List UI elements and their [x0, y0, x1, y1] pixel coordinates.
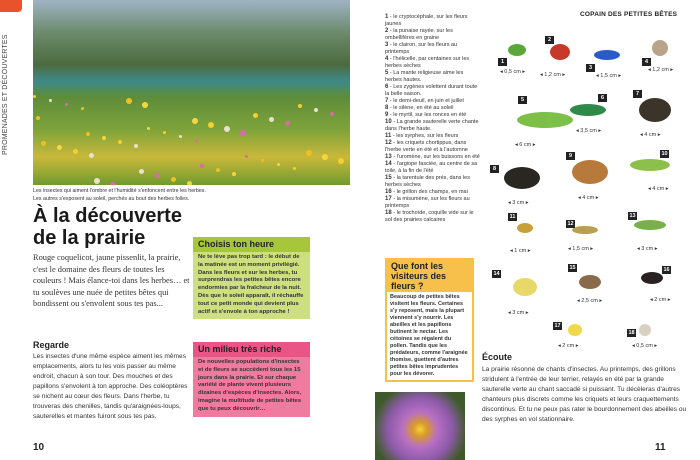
insect-illustration — [517, 223, 533, 233]
insect-number-badge: 3 — [586, 64, 595, 72]
flower-dot — [33, 95, 36, 98]
insect-size-label: ◂ 0,5 cm ▸ — [632, 343, 658, 349]
flower-dot — [81, 107, 84, 110]
species-list-item: 8 - le silène, en été au soleil — [385, 105, 454, 111]
flower-dot — [41, 141, 46, 146]
insect-number-badge: 17 — [554, 323, 561, 329]
insect-size-label: ◂ 3,5 cm ▸ — [576, 128, 602, 134]
item-text: les criquets chortippus, dans l'herbe verte en été et à l'automne — [385, 140, 468, 153]
meadow-photo — [33, 0, 350, 185]
size-value: 4 cm — [652, 186, 665, 192]
insect-number-badge: 15 — [569, 265, 576, 271]
item-number: 16 — [385, 189, 392, 195]
tip-box-orange — [385, 258, 474, 382]
size-value: 2 cm — [562, 343, 575, 349]
item-number: 3 — [385, 42, 389, 48]
item-text: la misumène, sur les fleurs au printemps — [385, 196, 470, 209]
item-text: le trochoïde, coquille vide sur le sol des prairies calcaires — [385, 210, 474, 223]
tip-box-green — [193, 237, 310, 319]
flower-dot — [269, 117, 274, 122]
insect-number-badge: 9 — [566, 152, 575, 160]
insect-size-label: ◂ 2 cm ▸ — [558, 343, 579, 349]
species-list-item: 3 - le clairon, sur les fleurs au printemps — [385, 42, 458, 55]
insect-number-badge: 5 — [518, 96, 527, 104]
insect-size-label: ◂ 3 cm ▸ — [637, 246, 658, 252]
item-text: les syrphes, sur les fleurs — [396, 133, 459, 139]
insect-illustration — [550, 44, 570, 60]
species-list-item: 15 - la tarentule des prés, dans les herbes sèches — [385, 175, 470, 188]
species-list — [385, 14, 481, 224]
insect-size-label: ◂ 6 cm ▸ — [515, 142, 536, 148]
insect-number-badge: 12 — [567, 221, 574, 227]
insect-size-label: ◂ 1,5 cm ▸ — [596, 73, 622, 79]
insect-number-badge: 8 — [490, 165, 499, 173]
flower-dot — [285, 121, 290, 126]
page-number-right: 11 — [655, 442, 666, 453]
insect-size-label: ◂ 1 cm ▸ — [510, 248, 531, 254]
item-number: 5 — [385, 70, 389, 76]
photo-caption — [33, 187, 333, 203]
insect-illustration — [572, 160, 608, 184]
insect-size-label: ◂ 1,2 cm ▸ — [648, 67, 674, 73]
flower-dot — [245, 155, 248, 158]
flower-dot — [147, 127, 150, 130]
flower-dot — [195, 139, 198, 142]
flower-dot — [171, 177, 176, 182]
tip-box-pink — [193, 342, 310, 417]
item-number: 6 — [385, 84, 389, 90]
size-value: 1,5 cm — [600, 73, 617, 79]
box-text: Ne te lève pas trop tard : le début de la matinée est un moment privilégié. Dans les fleurs et sur les herbes, tu surprendras les petites bêtes encore endormies par la fraîcheur de la nuit. Dès que le soleil apparaît, il réchauffe tout ce petit monde qui devient plus actif et s'envole à ton approche ! — [198, 254, 304, 315]
page-title — [33, 205, 182, 249]
size-value: 1 cm — [514, 248, 527, 254]
item-number: 10 — [385, 119, 392, 125]
insect-illustration — [634, 220, 666, 230]
species-list-item: 6 - Les zygènes volettent durant toute la belle saison. — [385, 84, 478, 97]
item-text: La grande sauterelle verte chante dans l'herbe haute. — [385, 119, 479, 132]
ecoute-heading: Écoute — [482, 352, 513, 362]
box-title: Que font les visiteurs des fleurs ? — [387, 260, 472, 292]
item-number: 18 — [385, 210, 392, 216]
flower-dot — [73, 149, 78, 154]
box-title: Un milieu très riche — [193, 342, 310, 357]
insect-illustration — [630, 159, 670, 171]
item-text: la tarentule des prés, dans les herbes sèches — [385, 175, 470, 188]
insect-size-label: ◂ 4 cm ▸ — [648, 186, 669, 192]
flower-dot — [293, 167, 296, 170]
size-value: 1,2 cm — [652, 67, 669, 73]
item-text: le cryptocéphale, sur les fleurs jaunes — [385, 14, 468, 27]
flower-dot — [240, 130, 246, 136]
species-list-item: 2 - la punaise rayée, sur les ombellifères en graine — [385, 28, 453, 41]
flower-dot — [330, 112, 334, 116]
size-value: 4 cm — [582, 195, 595, 201]
item-number: 13 — [385, 154, 392, 160]
size-value: 0,5 cm — [636, 343, 653, 349]
item-number: 9 — [385, 112, 389, 118]
size-value: 3,5 cm — [580, 128, 597, 134]
flower-dot — [298, 104, 302, 108]
title-line: À la découverte — [33, 205, 182, 227]
size-value: 4 cm — [644, 132, 657, 138]
title-line: de la prairie — [33, 227, 146, 249]
species-list-item: 7 - le demi-deuil, en juin et juillet — [385, 98, 464, 104]
size-value: 3 cm — [641, 246, 654, 252]
size-value: 3 cm — [512, 310, 525, 316]
insect-number-badge: 1 — [498, 58, 507, 66]
species-list-item: 11 - les syrphes, sur les fleurs — [385, 133, 459, 139]
ecoute-text: La prairie résonne de chants d'insectes. Au printemps, des grillons stridulent à l'entrée de leur terrier, relayés en été par la grande sauterelle verte au chant saccadé si puissant. Tu décèleras d'autres chanteurs plus discrets comme les criquets et leurs craquettements discontinus. Et tu ne peux pas rater le bourdonnement des abeilles ou des syrphes en vol stationnaire. — [482, 366, 687, 423]
flower-dot — [36, 116, 40, 120]
flower-dot — [187, 181, 192, 185]
item-number: 14 — [385, 161, 392, 167]
chapter-tab — [0, 0, 22, 12]
flower-dot — [224, 126, 230, 132]
insect-number-badge: 13 — [629, 213, 636, 219]
insect-illustration — [568, 324, 582, 336]
flower-dot — [49, 99, 52, 102]
box-text: De nouvelles populations d'insectes et de fleurs se succèdent tous les 15 jours dans la prairie. Et sur chaque variété de plante vivent plusieurs dizaines d'espèces d'insectes. Alors, imagine la multitude de petites bêtes que tu peux découvrir… — [198, 359, 302, 412]
flower-dot — [216, 168, 220, 172]
insect-illustration — [579, 275, 601, 289]
insect-illustration — [639, 324, 651, 336]
insect-size-label: ◂ 1,2 cm ▸ — [540, 72, 566, 78]
box-text: Beaucoup de petites bêtes visitent les fleurs. Certaines s'y reposent, mais la plupart viennent s'y nourrir. Les abeilles et les papillons butinent le nectar. Les cétoines se régalent du pollen. Tandis que les prédateurs, comme l'araignée thomise, guettent d'autres petites bêtes imprudentes pour les dévorer. — [390, 294, 468, 377]
item-number: 15 — [385, 175, 392, 181]
item-text: l'uromène, sur les buissons en été — [396, 154, 480, 160]
regarde-heading: Regarde — [33, 340, 70, 350]
size-value: 0,5 cm — [504, 69, 521, 75]
item-number: 17 — [385, 196, 392, 202]
flower-dot — [208, 122, 214, 128]
item-text: le demi-deuil, en juin et juillet — [393, 98, 464, 104]
insect-number-badge: 7 — [633, 90, 642, 98]
insect-illustration — [570, 104, 606, 116]
insect-illustration — [652, 40, 668, 56]
insect-illustration — [508, 44, 526, 56]
size-value: 2 cm — [654, 297, 667, 303]
insect-size-label: ◂ 3 cm ▸ — [508, 310, 529, 316]
flower-dot — [65, 103, 68, 106]
item-text: La mante religieuse aime les herbes hautes. — [385, 70, 464, 83]
size-value: 6 cm — [519, 142, 532, 148]
insect-size-label: ◂ 4 cm ▸ — [640, 132, 661, 138]
item-text: le silène, en été au soleil — [393, 105, 454, 111]
insect-size-label: ◂ 2,5 cm ▸ — [577, 298, 603, 304]
flower-dot — [118, 140, 122, 144]
intro-text: Rouge coquelicot, jaune pissenlit, la prairie, c'est le domaine des fleurs de toutes les couleurs ! Mais élance-toi dans les herbes… et tu soulèves une nuée de petites bêtes qui bondissent ou s'envolent sous tes pas... — [33, 253, 190, 308]
species-list-item: 4 - l'hélicelle, par centaines sur les herbes sèches — [385, 56, 470, 69]
insect-illustration — [504, 167, 540, 189]
item-number: 11 — [385, 133, 392, 139]
flower-dot — [163, 131, 166, 134]
flower-dot — [322, 154, 328, 160]
item-number: 12 — [385, 140, 392, 146]
species-list-item: 14 - l'argiope fasciée, au centre de sa toile, à la fin de l'été — [385, 161, 478, 174]
insect-illustration — [639, 98, 671, 122]
species-list-item: 1 - le cryptocéphale, sur les fleurs jaunes — [385, 14, 468, 27]
species-list-item: 9 - le myrtil, sur les ronces en été — [385, 112, 467, 118]
item-text: l'hélicelle, par centaines sur les herbes sèches — [385, 56, 470, 69]
flower-dot — [94, 178, 100, 184]
item-text: le grillon des champs, en mai — [396, 189, 468, 195]
flower-dot — [314, 108, 318, 112]
flower-dot — [179, 135, 182, 138]
flower-dot — [261, 159, 264, 162]
item-text: le clairon, sur les fleurs au printemps — [385, 42, 458, 55]
insect-illustration — [594, 50, 620, 60]
item-text: le myrtil, sur les ronces en été — [393, 112, 467, 118]
flower-dot — [232, 172, 236, 176]
flower-dot — [139, 169, 144, 174]
section-label: PROMENADES ET DÉCOUVERTES — [2, 34, 9, 155]
insect-number-badge: 14 — [493, 271, 500, 277]
insect-illustration — [641, 272, 663, 284]
item-number: 2 — [385, 28, 389, 34]
flower-dot — [155, 173, 160, 178]
size-value: 3 cm — [512, 200, 525, 206]
size-value: 1,2 cm — [544, 72, 561, 78]
species-list-item: 16 - le grillon des champs, en mai — [385, 189, 468, 195]
insect-illustration — [513, 278, 537, 296]
species-list-item: 17 - la misumène, sur les fleurs au printemps — [385, 196, 470, 209]
series-header: COPAIN DES PETITES BÊTES — [580, 11, 678, 18]
insect-illustration — [572, 226, 598, 234]
flower-dot — [277, 163, 280, 166]
species-list-item: 18 - le trochoïde, coquille vide sur le sol des prairies calcaires — [385, 210, 474, 223]
flower-dot — [142, 102, 148, 108]
item-text: la punaise rayée, sur les ombellifères en graine — [385, 28, 453, 41]
insect-number-badge: 10 — [661, 151, 668, 157]
flower-dot — [126, 98, 132, 104]
flower-dot — [134, 144, 138, 148]
insect-size-label: ◂ 4 cm ▸ — [578, 195, 599, 201]
regarde-text: Les insectes d'une même espèce aiment les mêmes emplacements, alors tu les vois passer au même endroit, chacun à son tour. Des mouches et des papillons s'envolent à ton approche. Des coléoptères se nichent au cœur des fleurs. Dans l'herbe, tu trouveras des chenilles, tandis qu'araignées-loups, sauterelles et mantes fuiront sous tes pas. — [33, 353, 188, 420]
page-number-left: 10 — [33, 442, 45, 453]
species-list-item: 13 - l'uromène, sur les buissons en été — [385, 154, 480, 160]
box-title: Choisis ton heure — [193, 237, 310, 252]
species-list-item: 10 - La grande sauterelle verte chante dans l'herbe haute. — [385, 119, 479, 132]
species-list-item: 5 - La mante religieuse aime les herbes hautes. — [385, 70, 464, 83]
size-value: 2,5 cm — [581, 298, 598, 304]
insect-size-label: ◂ 3 cm ▸ — [508, 200, 529, 206]
caption-line: Les autres s'exposent au soleil, perchés au bout des herbes folles. — [33, 196, 190, 202]
flower-dot — [192, 118, 198, 124]
insect-number-badge: 6 — [598, 94, 607, 102]
flower-dot — [57, 145, 62, 150]
caption-line: Les insectes qui aiment l'ombre et l'humidité s'enfoncent entre les herbes. — [33, 188, 206, 194]
flower-dot — [110, 182, 116, 185]
flower-dot — [253, 113, 258, 118]
insect-number-badge: 18 — [628, 330, 635, 336]
flower-photo — [375, 392, 465, 460]
item-number: 1 — [385, 14, 389, 20]
insect-number-badge: 2 — [545, 36, 554, 44]
size-value: 1,5 cm — [572, 246, 589, 252]
flower-dot — [338, 158, 344, 164]
insect-size-label: ◂ 0,5 cm ▸ — [500, 69, 526, 75]
insect-number-badge: 16 — [663, 267, 670, 273]
flower-dot — [102, 136, 106, 140]
flower-dot — [200, 164, 204, 168]
item-text: Les zygènes volettent durant toute la belle saison. — [385, 84, 478, 97]
item-number: 7 — [385, 98, 389, 104]
species-list-item: 12 - les criquets chortippus, dans l'herbe verte en été et à l'automne — [385, 140, 468, 153]
item-text: l'argiope fasciée, au centre de sa toile, à la fin de l'été — [385, 161, 478, 174]
item-number: 4 — [385, 56, 389, 62]
insect-number-badge: 4 — [642, 58, 651, 66]
item-number: 8 — [385, 105, 389, 111]
insect-illustration — [517, 112, 573, 128]
flower-dot — [306, 150, 312, 156]
insect-number-badge: 11 — [509, 214, 516, 220]
flower-dot — [89, 153, 94, 158]
insect-size-label: ◂ 2 cm ▸ — [650, 297, 671, 303]
flower-dot — [86, 132, 90, 136]
insect-size-label: ◂ 1,5 cm ▸ — [568, 246, 594, 252]
